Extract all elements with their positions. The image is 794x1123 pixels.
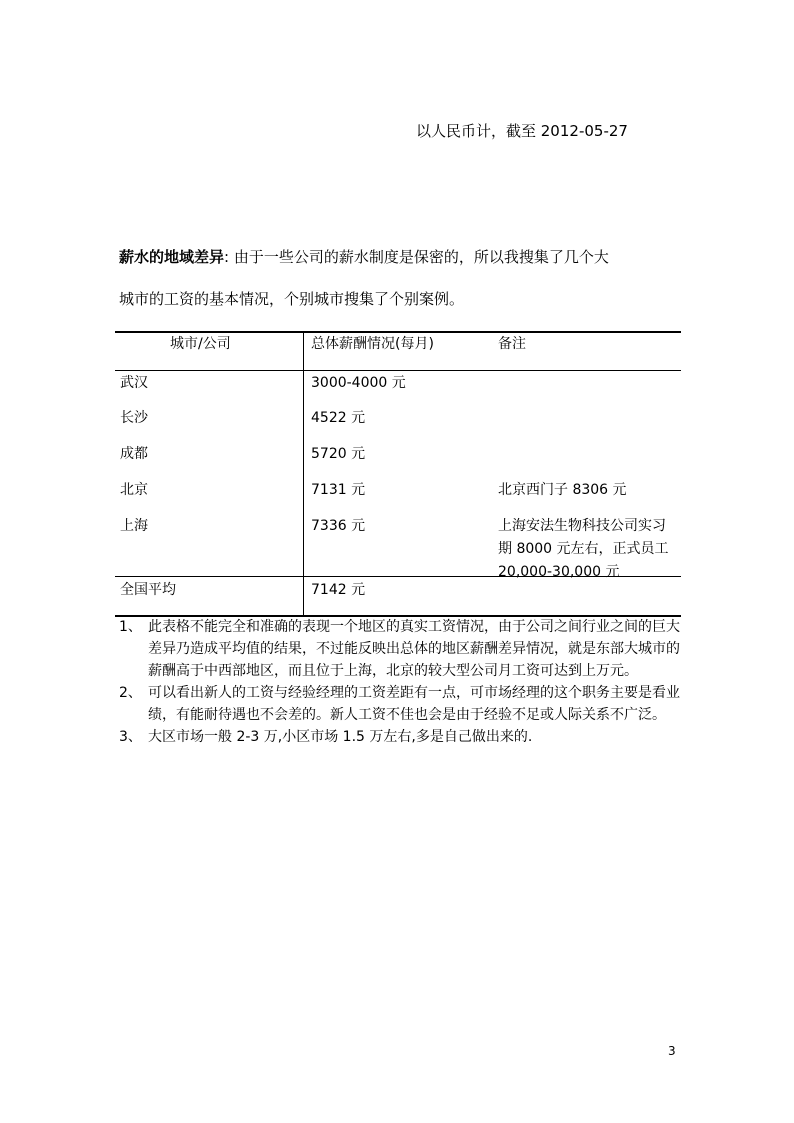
header-city: 城市/公司	[170, 336, 231, 352]
table-header-divider	[115, 370, 681, 371]
page-number: 3	[668, 1044, 676, 1058]
intro-line-1-text: : 由于一些公司的薪水制度是保密的，所以我搜集了几个大	[224, 248, 609, 266]
note-item	[119, 726, 681, 748]
row-2-salary: 4522 元	[311, 410, 366, 426]
note-item	[119, 682, 681, 726]
salary-table	[115, 331, 681, 617]
row-5-city: 上海	[120, 518, 148, 534]
note-text: 此表格不能完全和准确的表现一个地区的真实工资情况，由于公司之间行业之间的巨大差异乃造成平均值的结果，不过能反映出总体的地区薪酬差异情况，就是东部大城市的薪酬高于中西部地区，而且位于上海，北京的较大型公司月工资可达到上万元。	[148, 619, 680, 679]
header-salary: 总体薪酬情况(每月)	[311, 336, 434, 352]
row-4-city: 北京	[120, 482, 148, 498]
note-text: 可以看出新人的工资与经验经理的工资差距有一点，可市场经理的这个职务主要是看业绩，有能耐待遇也不会差的。新人工资不佳也会是由于经验不足或人际关系不广泛。	[148, 685, 680, 723]
currency-note: 以人民币计，截至 2012-05-27	[416, 122, 628, 140]
notes-list	[119, 616, 681, 748]
intro-line-2: 城市的工资的基本情况，个别城市搜集了个别案例。	[119, 290, 465, 308]
row-4-remark: 北京西门子 8306 元	[498, 482, 627, 498]
intro-line-1	[119, 247, 689, 267]
note-number: 1、	[119, 619, 142, 635]
note-text: 大区市场一般 2-3 万,小区市场 1.5 万左右,多是自己做出来的.	[148, 729, 533, 745]
row-5-salary: 7336 元	[311, 518, 366, 534]
table-column-divider	[303, 333, 304, 615]
note-number: 3、	[119, 729, 142, 745]
row-1-salary: 3000-4000 元	[311, 375, 406, 391]
note-number: 2、	[119, 685, 142, 701]
header-remark: 备注	[498, 336, 526, 352]
average-salary: 7142 元	[311, 582, 366, 598]
intro-title: 薪水的地域差异	[119, 248, 225, 266]
note-item	[119, 616, 681, 682]
row-1-city: 武汉	[120, 375, 148, 391]
row-2-city: 长沙	[120, 410, 148, 426]
average-city: 全国平均	[120, 582, 176, 598]
row-5-remark: 上海安法生物科技公司实习期 8000 元左右，正式员工 20,000-30,000 元	[498, 518, 669, 580]
row-3-city: 成都	[120, 446, 148, 462]
intro-paragraph	[119, 247, 689, 309]
row-4-salary: 7131 元	[311, 482, 366, 498]
row-3-salary: 5720 元	[311, 446, 366, 462]
